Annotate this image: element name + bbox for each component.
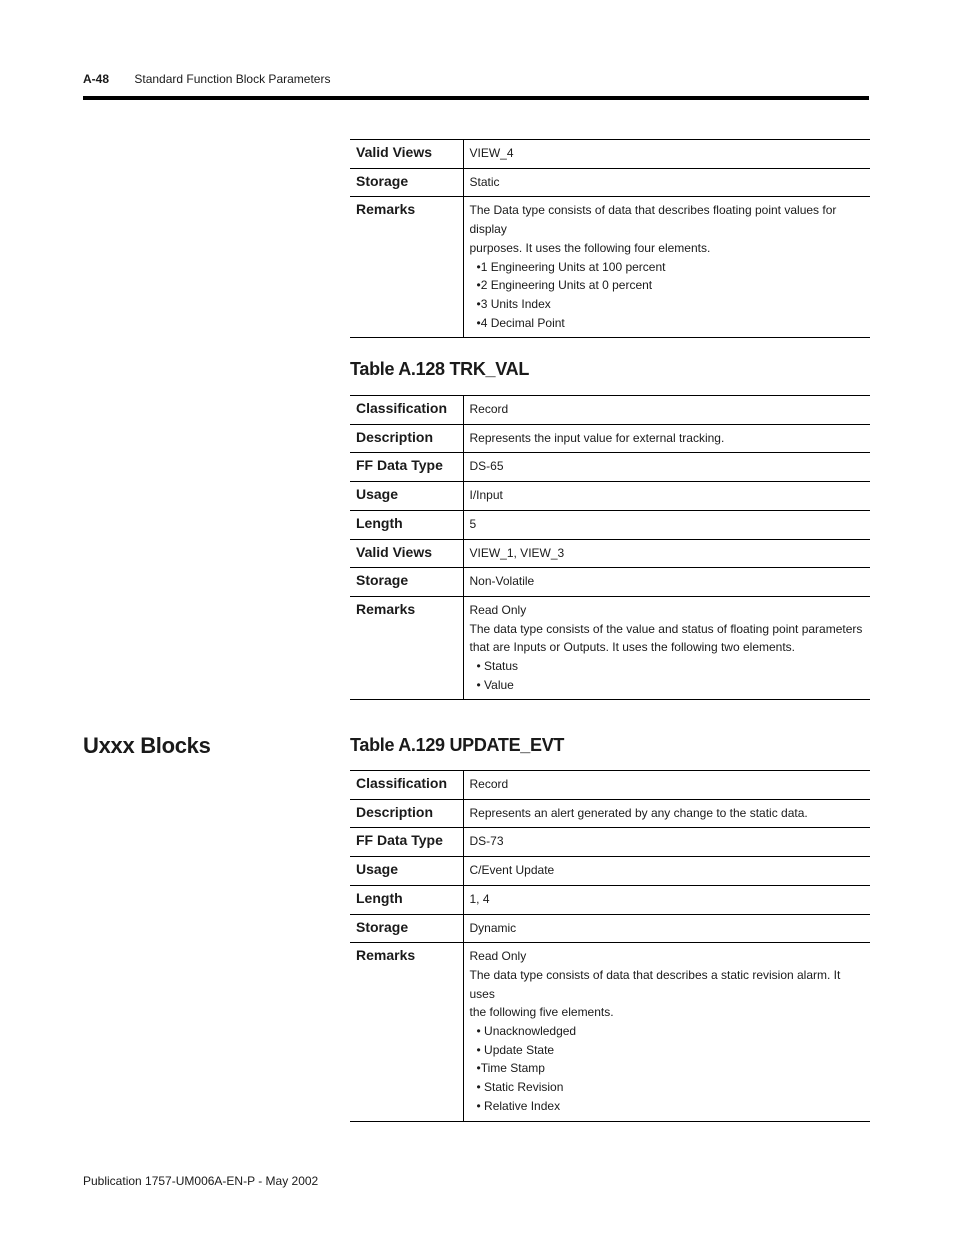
row-label: Description (350, 799, 463, 828)
page-footer: Publication 1757-UM006A-EN-P - May 2002 (83, 1174, 319, 1188)
row-label: FF Data Type (350, 828, 463, 857)
remarks-line: Read Only (469, 602, 527, 617)
table-row (350, 828, 870, 857)
table-prev-continued (350, 139, 870, 338)
remarks-line: purposes. It uses the following four elements. (469, 240, 711, 255)
row-value: Static (463, 168, 870, 197)
table-row (350, 424, 870, 453)
remarks-bullet: • Status (476, 659, 519, 674)
row-label: Description (350, 424, 463, 453)
section-title: Uxxx Blocks (83, 733, 211, 758)
row-value: 1, 4 (463, 885, 870, 914)
row-value: Record (463, 396, 870, 425)
row-value: 5 (463, 510, 870, 539)
row-value: DS-73 (463, 828, 870, 857)
row-value: Record (463, 771, 870, 800)
table-row (350, 885, 870, 914)
remarks-bullet: •3 Units Index (476, 296, 551, 311)
remarks-bullet: • Relative Index (476, 1098, 561, 1113)
row-value: VIEW_4 (463, 140, 870, 169)
remarks-line: The data type consists of data that describes a static revision alarm. It uses (469, 967, 841, 1001)
table-row (350, 168, 870, 197)
row-label: Storage (350, 914, 463, 943)
table-row (350, 510, 870, 539)
table-row (350, 771, 870, 800)
row-label: Length (350, 510, 463, 539)
remarks-bullet: •1 Engineering Units at 100 percent (476, 259, 666, 274)
row-label: FF Data Type (350, 453, 463, 482)
table-128 (350, 395, 870, 700)
table-row-remarks (350, 943, 870, 1121)
row-label: Remarks (350, 596, 463, 700)
remarks-value (463, 197, 870, 338)
remarks-value (463, 943, 870, 1121)
row-label: Remarks (350, 197, 463, 338)
row-value: C/Event Update (463, 857, 870, 886)
remarks-line: The Data type consists of data that describes floating point values for display (469, 203, 837, 237)
remarks-line: Read Only (469, 949, 527, 964)
header-title: Standard Function Block Parameters (134, 72, 331, 86)
table-row (350, 914, 870, 943)
remarks-bullet: • Unacknowledged (476, 1024, 577, 1039)
remarks-value (463, 596, 870, 700)
table-129-caption: Table A.129 UPDATE_EVT (350, 735, 565, 755)
row-label: Usage (350, 482, 463, 511)
table-128-caption: Table A.128 TRK_VAL (350, 359, 530, 379)
remarks-line: the following five elements. (469, 1005, 614, 1020)
table-row-remarks (350, 596, 870, 700)
row-label: Length (350, 885, 463, 914)
remarks-line: The data type consists of the value and status of floating point parameters (469, 621, 863, 636)
page-number: A-48 (83, 72, 110, 86)
remarks-bullet: •2 Engineering Units at 0 percent (476, 278, 653, 293)
table-row (350, 799, 870, 828)
row-label: Storage (350, 568, 463, 597)
remarks-line: that are Inputs or Outputs. It uses the following two elements. (469, 640, 796, 655)
row-value: Represents the input value for external tracking. (463, 424, 870, 453)
header-rule (83, 96, 869, 100)
row-label: Storage (350, 168, 463, 197)
row-label: Classification (350, 771, 463, 800)
table-row (350, 396, 870, 425)
table-row (350, 539, 870, 568)
table-row (350, 482, 870, 511)
row-label: Usage (350, 857, 463, 886)
table-row (350, 857, 870, 886)
row-value: DS-65 (463, 453, 870, 482)
table-row (350, 140, 870, 169)
page-header (83, 72, 869, 86)
table-row-remarks (350, 197, 870, 338)
row-value: I/Input (463, 482, 870, 511)
row-label: Remarks (350, 943, 463, 1121)
remarks-bullet: •4 Decimal Point (476, 315, 565, 330)
remarks-bullet: • Update State (476, 1042, 555, 1057)
remarks-bullet: •Time Stamp (476, 1061, 545, 1076)
row-value: VIEW_1, VIEW_3 (463, 539, 870, 568)
remarks-bullet: • Value (476, 677, 514, 692)
row-value: Non-Volatile (463, 568, 870, 597)
table-129 (350, 770, 870, 1122)
remarks-bullet: • Static Revision (476, 1080, 564, 1095)
row-label: Classification (350, 396, 463, 425)
row-value: Represents an alert generated by any change to the static data. (463, 799, 870, 828)
table-row (350, 568, 870, 597)
row-value: Dynamic (463, 914, 870, 943)
row-label: Valid Views (350, 140, 463, 169)
row-label: Valid Views (350, 539, 463, 568)
table-row (350, 453, 870, 482)
